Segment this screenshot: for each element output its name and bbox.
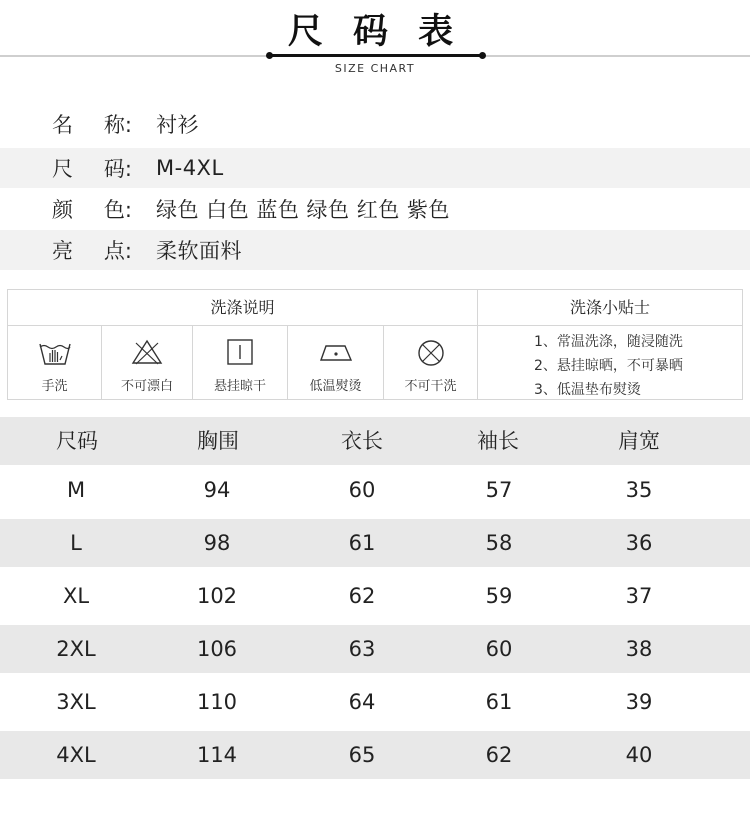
table-row: [0, 625, 750, 673]
info-label-char: 颜: [52, 198, 73, 222]
care-item-low-iron: [288, 326, 383, 400]
info-label-char: 点:: [103, 239, 132, 263]
table-cell: 2XL: [56, 637, 96, 661]
info-label-char: 称:: [103, 113, 132, 137]
care-item-hang-dry: [193, 326, 287, 400]
care-item-no-dry-clean: [384, 326, 477, 400]
info-row-highlight: [0, 230, 750, 270]
wash-instructions-header: 洗涤说明: [210, 298, 275, 317]
info-label-char: 色:: [103, 198, 132, 222]
table-row: [0, 466, 750, 514]
table-cell: 40: [625, 743, 653, 767]
info-row-color: [0, 189, 750, 229]
care-label: 不可漂白: [120, 379, 173, 394]
table-cell: 38: [625, 637, 653, 661]
column-header: 胸围: [197, 429, 239, 453]
table-cell: 106: [196, 637, 238, 661]
column-header: 衣长: [341, 429, 383, 453]
table-cell: 63: [348, 637, 376, 661]
table-cell: 59: [485, 584, 513, 608]
title-underline: [269, 54, 483, 57]
table-cell: 39: [625, 690, 653, 714]
care-label: 低温熨烫: [309, 379, 362, 394]
info-label: [52, 109, 132, 139]
info-label-char: 名: [52, 113, 73, 137]
info-value: 衬衫: [156, 113, 199, 137]
table-cell: 60: [348, 478, 376, 502]
table-cell: L: [70, 531, 82, 555]
table-row: [0, 519, 750, 567]
info-label: [52, 194, 132, 224]
table-cell: 36: [625, 531, 653, 555]
page-title: 尺 码 表: [287, 12, 463, 52]
table-cell: 65: [348, 743, 376, 767]
info-row-size: [0, 148, 750, 188]
column-header: 尺码: [56, 429, 98, 453]
info-value: 柔软面料: [156, 239, 242, 263]
table-cell: 64: [348, 690, 376, 714]
column-header: 袖长: [477, 429, 519, 453]
hang-dry-icon: [226, 338, 254, 366]
table-cell: 3XL: [56, 690, 96, 714]
column-header: 肩宽: [618, 429, 660, 453]
info-row-name: [0, 104, 750, 144]
table-cell: 61: [485, 690, 513, 714]
care-label: 不可干洗: [404, 379, 457, 394]
care-instructions-box: [7, 289, 743, 400]
table-cell: 94: [203, 478, 231, 502]
care-item-hand-wash: [8, 326, 101, 400]
table-cell: 58: [485, 531, 513, 555]
table-cell: 60: [485, 637, 513, 661]
info-label: [52, 153, 132, 183]
wash-tips-header: 洗涤小贴士: [569, 298, 650, 317]
table-cell: 4XL: [56, 743, 96, 767]
underline-dot-left: [266, 52, 273, 59]
table-cell: 37: [625, 584, 653, 608]
table-cell: XL: [62, 584, 90, 608]
table-cell: 114: [196, 743, 238, 767]
care-label: 手洗: [41, 379, 68, 394]
table-row: [0, 678, 750, 726]
page-subtitle: SIZE CHART: [334, 62, 416, 75]
info-label-char: 尺: [52, 157, 73, 181]
table-cell: 62: [348, 584, 376, 608]
info-value: M-4XL: [156, 156, 224, 180]
table-row: [0, 572, 750, 620]
table-cell: 102: [196, 584, 238, 608]
no-bleach-icon: [130, 338, 164, 366]
info-label-char: 码:: [103, 157, 132, 181]
underline-dot-right: [479, 52, 486, 59]
table-cell: 98: [203, 531, 231, 555]
wash-tip: 3、低温垫布熨烫: [534, 382, 641, 398]
table-cell: 110: [196, 690, 238, 714]
hand-wash-icon: [38, 338, 72, 368]
no-dry-clean-icon: [416, 338, 446, 368]
table-cell: 61: [348, 531, 376, 555]
info-label: [52, 235, 132, 265]
info-value: 绿色 白色 蓝色 绿色 红色 紫色: [156, 198, 450, 222]
care-label: 悬挂晾干: [213, 379, 266, 394]
low-iron-icon: [318, 338, 354, 364]
care-item-no-bleach: [102, 326, 192, 400]
wash-tips-list: [534, 330, 683, 402]
table-row: [0, 731, 750, 779]
table-header-row: [0, 417, 750, 465]
table-cell: 57: [485, 478, 513, 502]
table-cell: 62: [485, 743, 513, 767]
info-label-char: 亮: [52, 239, 73, 263]
wash-tip: 1、常温洗涤，随浸随洗: [534, 334, 683, 350]
wash-tip: 2、悬挂晾晒，不可暴晒: [534, 358, 683, 374]
table-cell: M: [66, 478, 86, 502]
table-cell: 35: [625, 478, 653, 502]
